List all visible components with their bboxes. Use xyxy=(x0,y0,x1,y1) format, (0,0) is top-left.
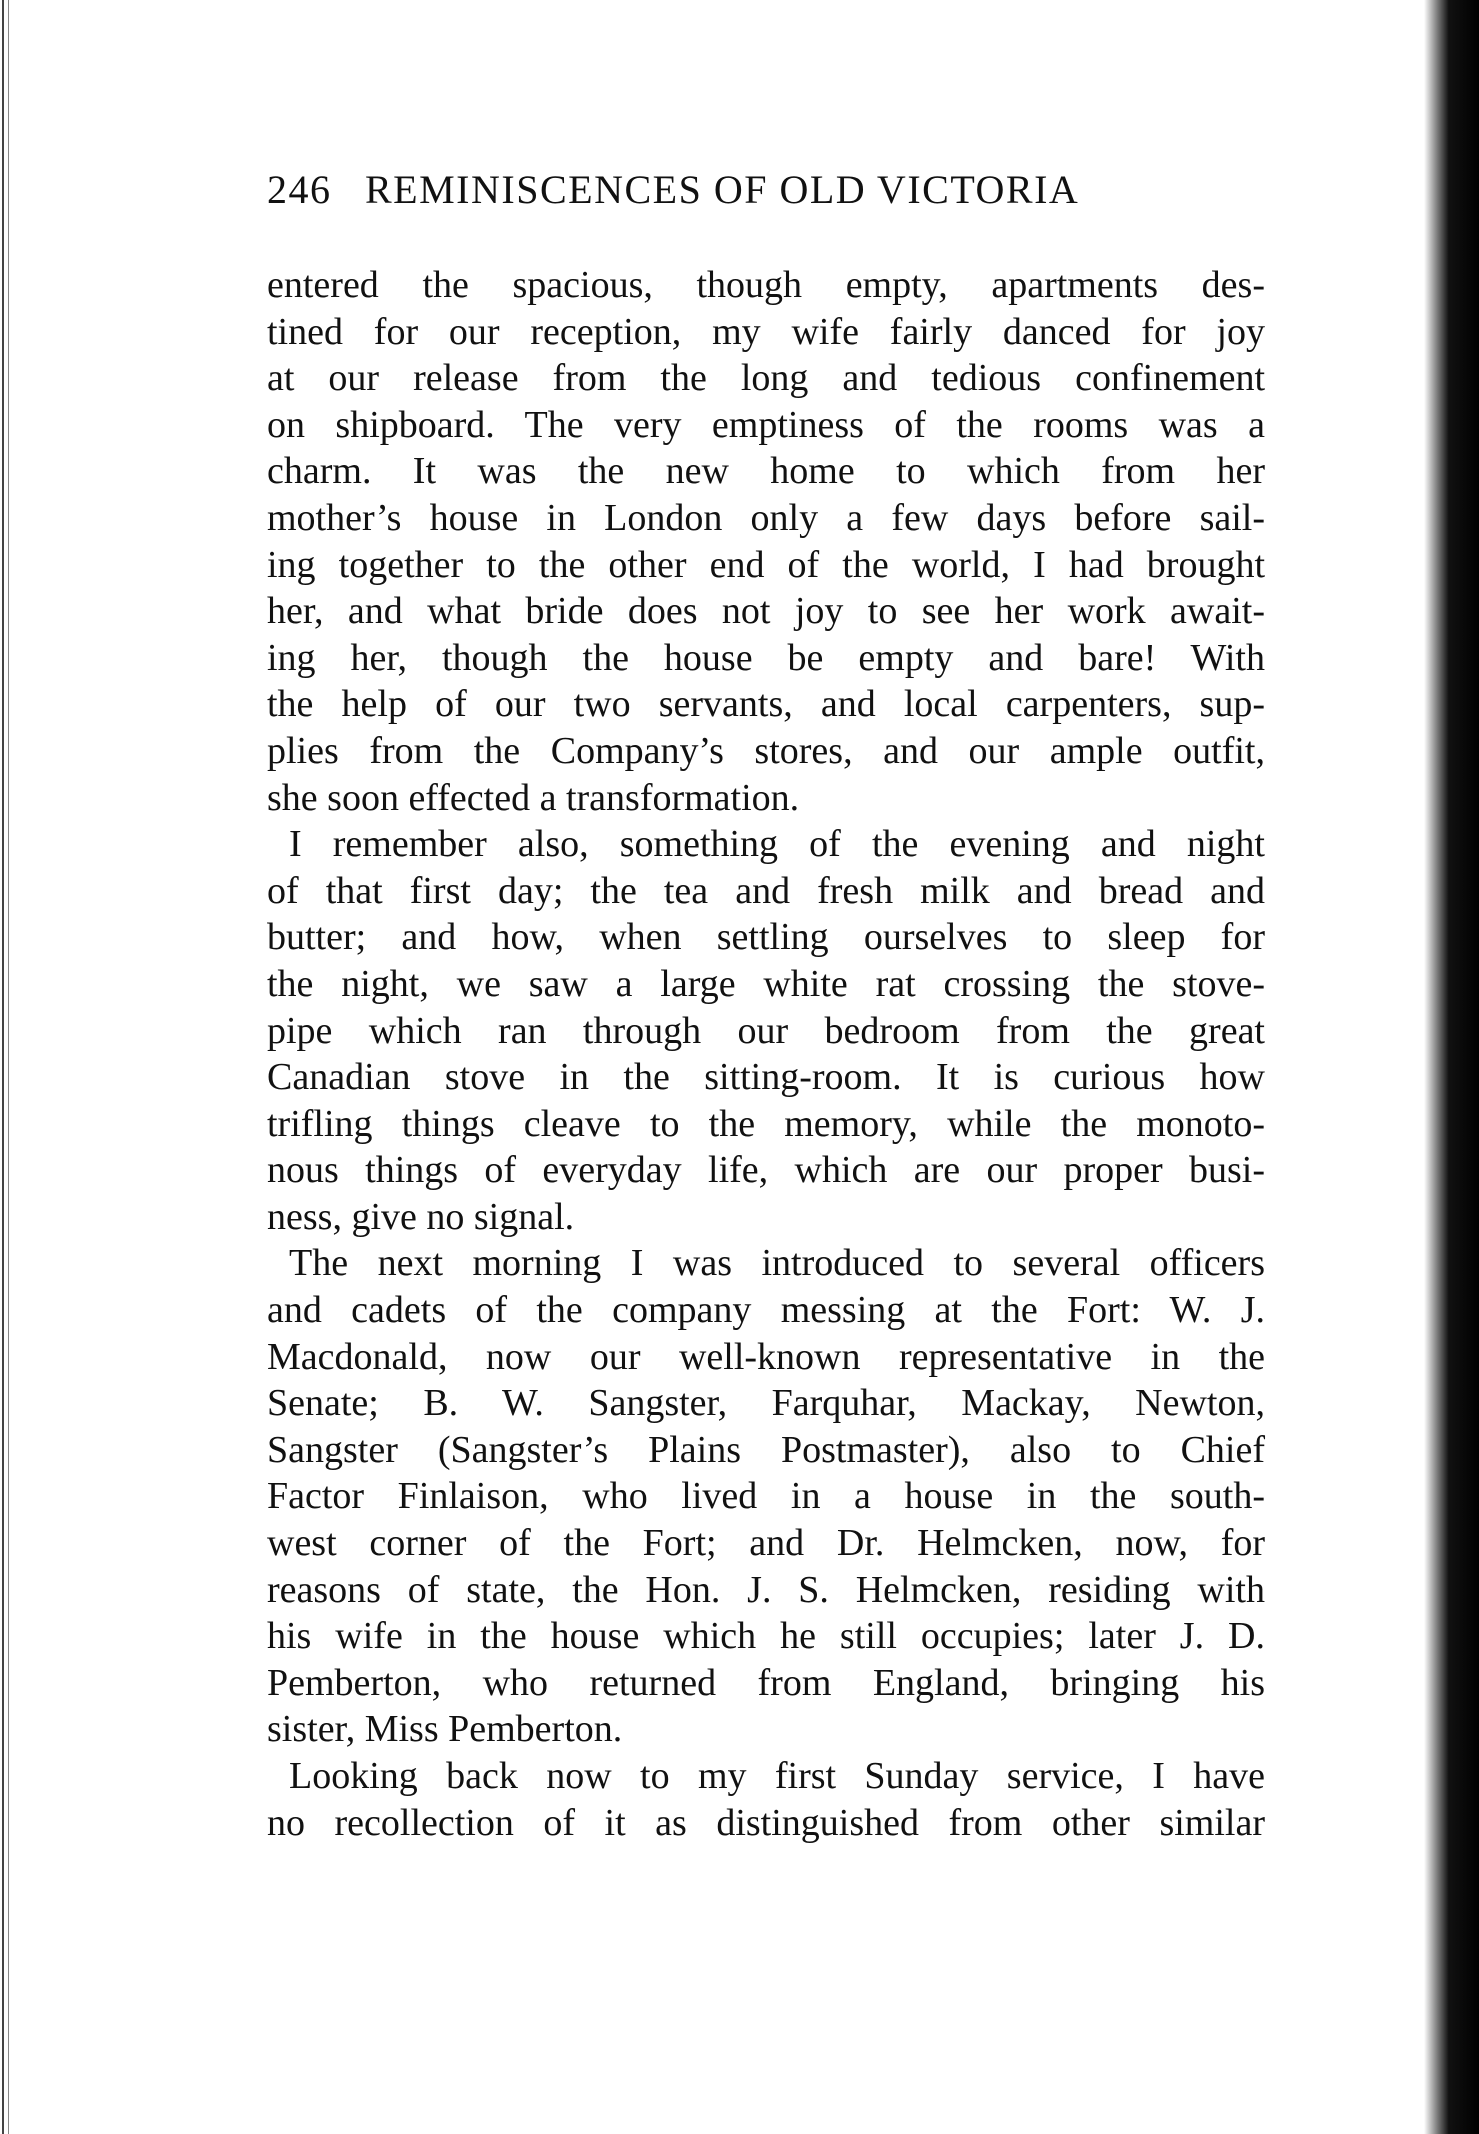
text-line: Senate; B. W. Sangster, Farquhar, Mackay, Newton, xyxy=(267,1382,1265,1425)
text-line: mother’s house in London only a few days before sail- xyxy=(267,496,1265,539)
text-line: Looking back now to my first Sunday service, I have xyxy=(289,1755,1265,1797)
running-title: REMINISCENCES OF OLD VICTORIA xyxy=(365,167,1080,212)
text-line: nous things of everyday life, which are our proper busi- xyxy=(267,1149,1265,1192)
text-line: entered the spacious, though empty, apartments des- xyxy=(267,264,1265,306)
text-line: Sangster (Sangster’s Plains Postmaster), also to Chief xyxy=(267,1428,1265,1471)
text-line: pipe which ran through our bedroom from the great xyxy=(267,1009,1265,1052)
text-line: ness, give no signal. xyxy=(267,1195,575,1238)
text-line: trifling things cleave to the memory, while the monoto- xyxy=(267,1102,1265,1145)
text-line: charm. It was the new home to which from her xyxy=(267,450,1265,493)
book-spine-shadow xyxy=(1424,0,1479,2134)
body-text xyxy=(267,262,1265,1846)
page-edge-left-inner xyxy=(8,0,9,2134)
text-line: the night, we saw a large white rat crossing the stove- xyxy=(267,962,1265,1005)
page-edge-left xyxy=(2,0,4,2134)
text-line: Pemberton, who returned from England, bringing his xyxy=(267,1661,1265,1704)
text-line: Factor Finlaison, who lived in a house in the south- xyxy=(267,1475,1265,1518)
text-line: Macdonald, now our well-known representative in the xyxy=(267,1335,1265,1378)
text-line: plies from the Company’s stores, and our ample outfit, xyxy=(267,729,1265,772)
text-line: ing her, though the house be empty and bare! With xyxy=(267,636,1265,679)
text-line: the help of our two servants, and local carpenters, sup- xyxy=(267,683,1265,726)
text-line: and cadets of the company messing at the Fort: W. J. xyxy=(267,1289,1265,1332)
page-number: 246 xyxy=(267,167,332,212)
text-line: ing together to the other end of the world, I had brought xyxy=(267,543,1265,586)
running-header xyxy=(267,166,1267,213)
text-line: The next morning I was introduced to several officers xyxy=(289,1242,1265,1285)
text-line: butter; and how, when settling ourselves to sleep for xyxy=(267,916,1265,959)
text-line: on shipboard. The very emptiness of the rooms was a xyxy=(267,403,1265,446)
text-line: west corner of the Fort; and Dr. Helmcken, now, for xyxy=(267,1522,1265,1565)
text-line: her, and what bride does not joy to see her work await- xyxy=(267,590,1265,633)
text-line: she soon effected a transformation. xyxy=(267,776,800,819)
text-line: reasons of state, the Hon. J. S. Helmcken, residing with xyxy=(267,1568,1265,1611)
text-line: of that first day; the tea and fresh milk and bread and xyxy=(267,869,1265,912)
text-line: at our release from the long and tedious confinement xyxy=(267,357,1265,400)
text-line: Canadian stove in the sitting-room. It is curious how xyxy=(267,1056,1265,1099)
text-line: his wife in the house which he still occupies; later J. D. xyxy=(267,1615,1265,1658)
text-line: I remember also, something of the evening and night xyxy=(289,823,1265,866)
text-line: tined for our reception, my wife fairly danced for joy xyxy=(267,310,1265,353)
text-line: sister, Miss Pemberton. xyxy=(267,1708,623,1751)
text-line: no recollection of it as distinguished from other similar xyxy=(267,1801,1265,1844)
